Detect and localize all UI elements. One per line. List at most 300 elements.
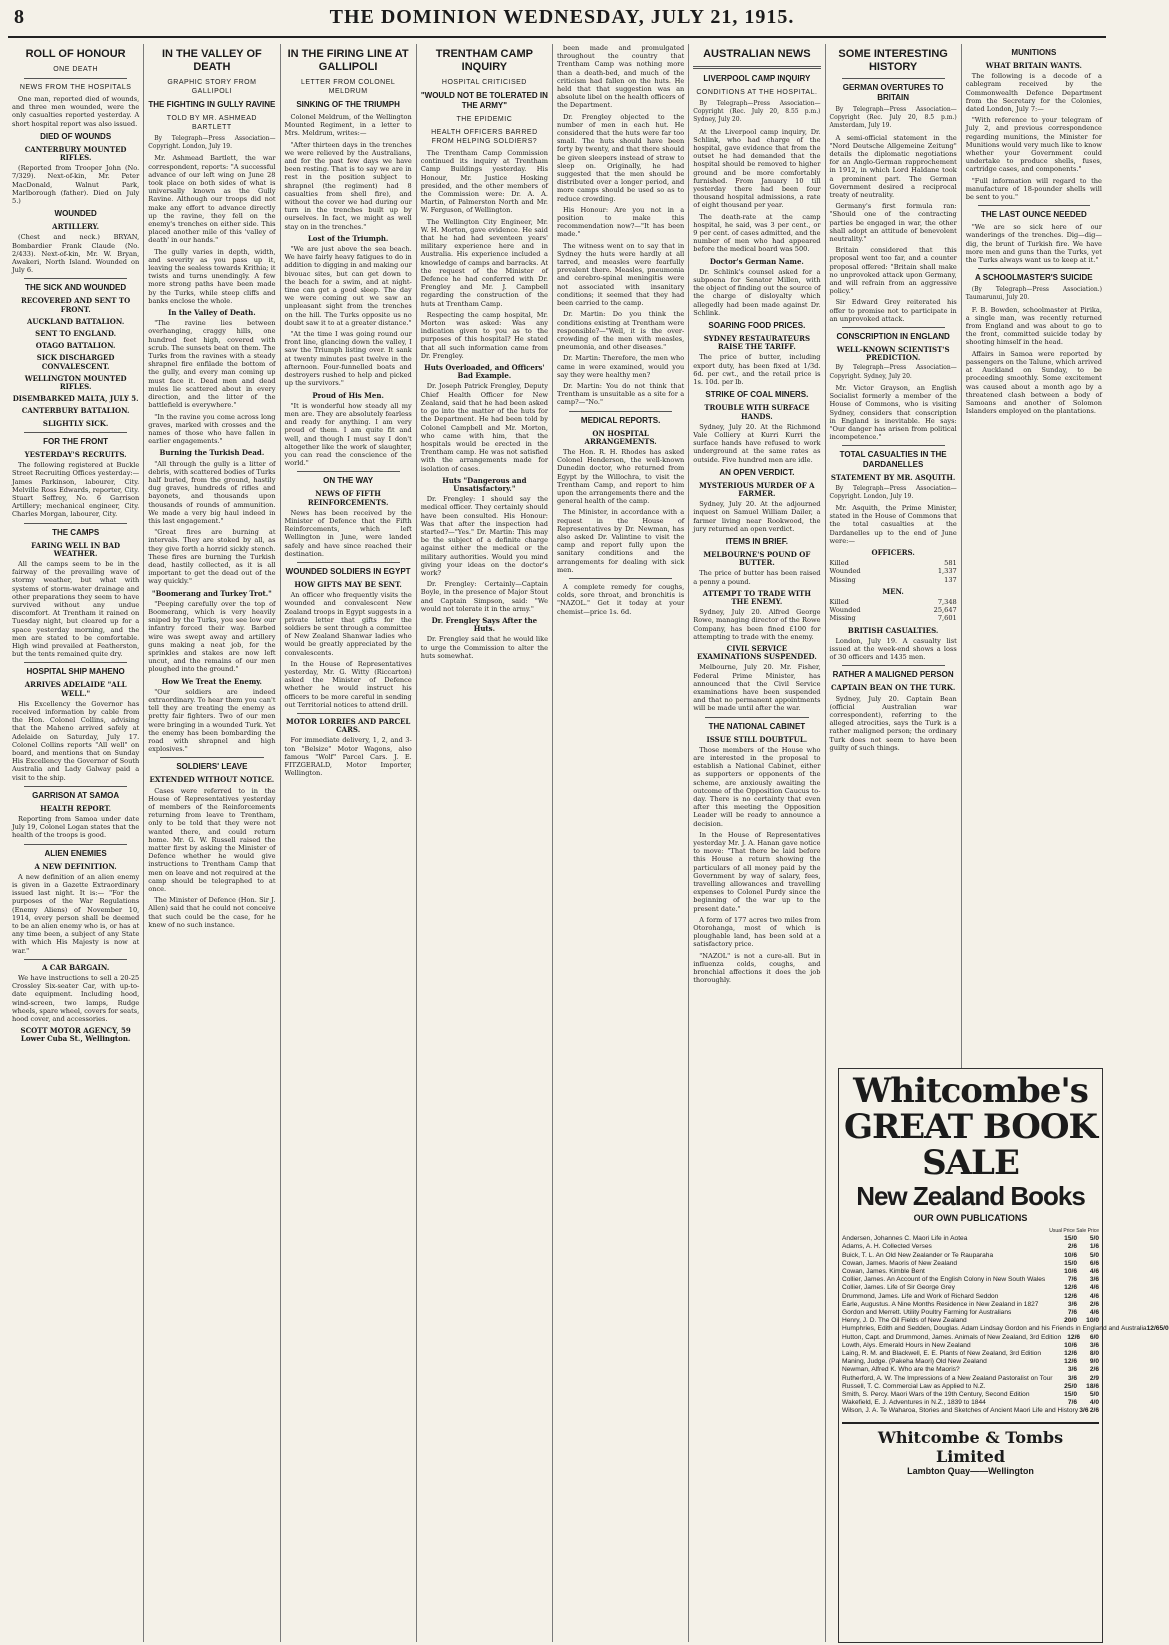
book-usual-price: 15/0 bbox=[1064, 1391, 1077, 1399]
paragraph: The following is a decode of a cablegram received by the Commonwealth Defence Department from the Secretary for the Colonies, dated London, July 7:— bbox=[965, 72, 1102, 114]
divider bbox=[24, 662, 127, 663]
book-row bbox=[842, 1366, 1099, 1374]
paragraph: Dr. Frengley objected to the number of men in each hut. He considered that the huts were far too small. The huts should have been forty by twenty, and that there should be given sleepers instead of straw to sleep on. Originally, he had suggested that the men should be distributed over a longer period, and more camps should be used so as to reduce crowding. bbox=[557, 112, 685, 203]
subhead-recruits: YESTERDAY'S RECRUITS. bbox=[24, 449, 127, 459]
paragraph: Dr. Martin: Do you think the conditions existing at Trentham were responsible?—"Well, it is the over-crowding of the men with measles, pneumonia, and other diseases." bbox=[557, 310, 685, 352]
subhead-medical: MEDICAL REPORTS. bbox=[580, 415, 661, 425]
paragraph: For immediate delivery, 1, 2, and 3-ton "Belsize" Motor Wagons, also famous "Wolf" Parcel Cars. J. E. FITZGERALD, Motor Importer, Wellington. bbox=[284, 736, 412, 778]
subhead-samoa-sub: HEALTH REPORT. bbox=[40, 803, 112, 813]
subhead: AN OPEN VERDICT. bbox=[719, 467, 795, 477]
book-usual-price: 12/6 bbox=[1064, 1350, 1077, 1358]
book-title: Smith, S. Percy. Maori Wars of the 19th Century, Second Edition bbox=[842, 1391, 1030, 1399]
book-title: Humphries, Edith and Sedden, Douglas. Adam Lindsay Gordon and his Friends in England and Australia bbox=[842, 1325, 1147, 1333]
paragraph: "In the ravine you come across long graves, marked with crosses and the names of those who have fallen in earlier engagements." bbox=[148, 412, 276, 446]
headline-firing-line: IN THE FIRING LINE AT GALLIPOLI bbox=[287, 48, 409, 73]
headline-roll: ROLL OF HONOUR bbox=[25, 48, 126, 60]
paragraph: His Honour: Are you not in a position to make this recommendation now?—"It has been made." bbox=[557, 205, 685, 239]
subhead: ITEMS IN BRIEF. bbox=[725, 536, 788, 546]
book-usual-price: 15/0 bbox=[1064, 1259, 1077, 1267]
paragraph: Sir Edward Grey reiterated his offer to promise not to participate in an unprovoked attack. bbox=[829, 298, 957, 323]
book-sale-price: 5/0 bbox=[1089, 1251, 1099, 1259]
paragraph: An officer who frequently visits the wounded and convalescent New Zealand troops in Egypt suggests in a private letter that gifts for the soldiers be sent through a committee of New Zealand Shanwar ladies who would be greatly appreciated by the convalescents. bbox=[284, 591, 412, 657]
book-row bbox=[842, 1243, 1099, 1251]
book-title: Buick, T. L. An Old New Zealander or Te Rauparaha bbox=[842, 1251, 994, 1259]
subhead: HOSPITAL CRITICISED bbox=[441, 79, 527, 86]
paragraph: The Wellington City Engineer, Mr. W. H. Morton, gave evidence. He said that he had had seventeen years' military experience here and in Australia. His experience included a knowledge of camps and barracks. At the request of the Minister of Defence he had conferred with Dr. Frengley and Mr. J. Campbell regarding the construction of the huts at Trentham Camp. bbox=[420, 217, 548, 308]
stat-label: Missing bbox=[829, 575, 856, 584]
paragraph: The price of butter has been raised a penny a pound. bbox=[693, 569, 821, 586]
divider bbox=[569, 578, 672, 579]
unit-otago: OTAGO BATTALION. bbox=[35, 341, 116, 351]
unit-wmr: WELLINGTON MOUNTED RIFLES. bbox=[24, 373, 127, 392]
book-usual-price: 3/6 bbox=[1067, 1366, 1077, 1374]
paragraph: (Chest and neck.) BRYAN, Bombardier Frank Claude (No. 2/433). Next-of-kin, Mr. W. Bryan, Awakeri, North Island. Wounded on July 6. bbox=[12, 233, 140, 275]
column-5 bbox=[553, 44, 689, 1642]
book-title: Wilson, J. A. Te Waharoa, Stories and Sketches of Ancient Maori Life and History bbox=[842, 1407, 1079, 1415]
book-usual-price: 7/6 bbox=[1067, 1309, 1077, 1317]
subhead-hospital: ON HOSPITAL ARRANGEMENTS. bbox=[584, 428, 657, 446]
subhead: WELL-KNOWN SCIENTIST'S PREDICTION. bbox=[836, 345, 950, 363]
paragraph: Mr. Victor Grayson, an English Socialist formerly a member of the House of Commons, who is visiting Sydney, considers that conscription in England is inevitable. He says: "Our danger has arisen from political incompetence." bbox=[829, 383, 957, 442]
column-4 bbox=[417, 44, 553, 1642]
book-title: Newman, Alfred K. Who are the Maoris? bbox=[842, 1366, 960, 1374]
book-usual-price: 2/6 bbox=[1067, 1243, 1077, 1251]
divider bbox=[978, 205, 1090, 206]
divider bbox=[24, 786, 127, 787]
book-row bbox=[842, 1383, 1099, 1391]
book-sale-price: 5/0 bbox=[1159, 1325, 1169, 1333]
book-title: Wakefield, E. J. Adventures in N.Z., 1839 to 1844 bbox=[842, 1399, 986, 1407]
subhead-samoa: GARRISON AT SAMOA bbox=[32, 790, 120, 800]
stat-label: Wounded bbox=[829, 606, 861, 615]
paragraph: At the Liverpool camp inquiry, Dr. Schlink, who had charge of the hospital, gave evidence that from the outset he had demanded that the hospital should be removed to higher ground and be more comfortably furnished. From January 10 till yesterday there had been four thousand hospital admissions, a rate of eight thousand per year. bbox=[693, 127, 821, 210]
crosshead: In the Valley of Death. bbox=[168, 308, 256, 318]
dateline: By Telegraph—Press Association—Copyright (Rec. July 20, 8.5 p.m.) Amsterdam, July 19. bbox=[829, 106, 957, 130]
crosshead: Huts "Dangerous and Unsatisfactory." bbox=[442, 475, 527, 493]
book-title: Gordon and Merrett. Utility Poultry Farming for Australians bbox=[842, 1309, 1012, 1317]
stat-value: 25,647 bbox=[933, 606, 957, 615]
stat-value: 1,337 bbox=[937, 567, 957, 576]
stat-row bbox=[830, 606, 957, 614]
subhead-front: FOR THE FRONT bbox=[43, 436, 109, 446]
advert-title: Whitcombe's bbox=[853, 1071, 1088, 1111]
subhead: STATEMENT BY MR. ASQUITH. bbox=[830, 473, 956, 483]
subhead: TROUBLE WITH SURFACE HANDS. bbox=[704, 403, 810, 421]
paragraph: Those members of the House who are interested in the proposal to establish a National Cabinet, either as supporters or opponents of the scheme, are anxiously awaiting the outcome of the Opposition Caucus to-day. There is no certainty that even after this meeting the Opposition Leader will be ready to announce a decision. bbox=[693, 745, 821, 828]
subhead: MELBOURNE'S POUND OF BUTTER. bbox=[703, 549, 811, 568]
unit-artillery: ARTILLERY. bbox=[52, 222, 100, 232]
crosshead: Burning the Turkish Dead. bbox=[159, 448, 265, 458]
page-number: 8 bbox=[14, 6, 24, 28]
paragraph: "At the time I was going round our front line, glancing down the valley, I saw the Triumph listing over. It sank at twenty minutes past twelve in the afternoon. Four-funnelled boats and destroyers rushed to help and picked up the survivors." bbox=[284, 330, 412, 388]
subhead: GERMAN OVERTURES TO BRITAIN bbox=[842, 83, 944, 102]
book-sale-price: 4/6 bbox=[1089, 1309, 1099, 1317]
book-usual-price: 15/0 bbox=[1064, 1235, 1077, 1243]
book-sale-price: 3/6 bbox=[1089, 1341, 1099, 1349]
paragraph: Dr. Martin: Therefore, the men who came in were examined, would you say they were healthy men? bbox=[557, 354, 685, 379]
subhead: ATTEMPT TO TRADE WITH THE ENEMY. bbox=[702, 588, 811, 606]
book-sale-price: 1/6 bbox=[1089, 1243, 1099, 1251]
paragraph: We have instructions to sell a 20-25 Crossley Six-seater Car, with up-to-date equipment. Including hood, wind-screen, two lamps, Rudge wheels, spare wheel, covers for seats, hood cover, and accessories. bbox=[12, 974, 140, 1024]
book-row bbox=[842, 1301, 1099, 1309]
divider bbox=[842, 78, 945, 79]
advert-address: Lambton Quay——Wellington bbox=[907, 1465, 1034, 1476]
subhead: LIVERPOOL CAMP INQUIRY bbox=[703, 74, 811, 83]
book-sale-price: 3/6 bbox=[1089, 1276, 1099, 1284]
paragraph: Colonel Meldrum, of the Wellington Mounted Regiment, in a letter to Mrs. Meldrum, writes:— bbox=[284, 113, 412, 138]
dateline: By Telegraph—Press Association—Copyright (Rec. July 20, 8.55 p.m.) Sydney, July 20. bbox=[693, 100, 821, 124]
book-title: Andersen, Johannes C. Maori Life in Aotea bbox=[842, 1235, 968, 1243]
subhead-camps: THE CAMPS bbox=[52, 527, 100, 537]
whitcombe-advert bbox=[838, 1068, 1169, 1643]
book-row bbox=[842, 1317, 1099, 1325]
price-header-label: Usual Price Sale Price bbox=[1049, 1228, 1099, 1234]
book-sale-price: 4/6 bbox=[1089, 1268, 1099, 1276]
book-sale-price: 6/6 bbox=[1089, 1259, 1099, 1267]
subhead-on-the-way: ON THE WAY bbox=[323, 476, 374, 486]
book-sale-price: 10/0 bbox=[1086, 1317, 1099, 1325]
unit-cmr: CANTERBURY MOUNTED RIFLES. bbox=[24, 144, 127, 163]
subhead: LETTER FROM COLONEL MELDRUM bbox=[300, 79, 396, 95]
ad-motor-title: MOTOR LORRIES AND PARCEL CARS. bbox=[285, 717, 411, 735]
book-sale-price: 2/6 bbox=[1089, 1300, 1099, 1308]
paragraph: London, July 19. A casualty list issued at the week-end shows a loss of 30 officers and 1435 men. bbox=[829, 636, 957, 662]
subhead-last-ounce: THE LAST OUNCE NEEDED bbox=[980, 210, 1087, 220]
paragraph: The gully varies in depth, width, and severity as you pass up it, leaving the sealess towards Krithia; it twists and turns unendingly. A few more strong paths have been made by the Turks, while steep cliffs and banks enclose the whole. bbox=[148, 247, 276, 305]
book-title: Collier, James. An Account of the English Colony in New South Wales bbox=[842, 1276, 1046, 1284]
stat-label: Killed bbox=[829, 597, 849, 606]
unit-canterbury: CANTERBURY BATTALION. bbox=[21, 406, 130, 416]
subhead-ship-sub: ARRIVES ADELAIDE "ALL WELL." bbox=[24, 680, 127, 698]
paragraph: One man, reported died of wounds, and three men wounded, were the only casualties reported yesterday. A short hospital report was also issued. bbox=[12, 95, 140, 128]
book-title: Lowth, Alys. Emerald Hours in New Zealand bbox=[842, 1341, 971, 1349]
ad-car-title: A CAR BARGAIN. bbox=[41, 962, 110, 972]
paragraph: Sydney, July 20. At the adjourned inquest on Samuel William Dailer, a farmer living near Rookwood, the jury returned an open verdict. bbox=[693, 500, 821, 533]
book-row bbox=[842, 1260, 1099, 1268]
paragraph: All the camps seem to be in the fairway of the prevailing wave of stormy weather, but what with systems of storm-water drainage and other preparations they seem to have survived without any undue discomfort. At Trentham it rained on Tuesday night, but cleared up for a space yesterday morning, and the men are stated to be comfortable. High wind prevailed at Featherston, but the tents remained quite dry. bbox=[12, 559, 140, 659]
book-title: Collier, James. Life of Sir George Grey bbox=[842, 1284, 955, 1292]
subhead: THE EPIDEMIC bbox=[456, 116, 513, 123]
column-2 bbox=[144, 44, 280, 1642]
book-sale-price: 9/0 bbox=[1089, 1358, 1099, 1366]
column-3 bbox=[281, 44, 417, 1642]
book-usual-price: 3/6 bbox=[1067, 1300, 1077, 1308]
book-row bbox=[842, 1293, 1099, 1301]
stat-label: Missing bbox=[829, 614, 856, 623]
crosshead: Dr. Frengley Says After the Huts. bbox=[431, 615, 538, 634]
book-usual-price: 12/6 bbox=[1064, 1358, 1077, 1366]
crosshead: Doctor's German Name. bbox=[709, 256, 804, 266]
divider bbox=[842, 665, 945, 666]
book-sale-price: 2/6 bbox=[1089, 1407, 1099, 1415]
headline-munitions: MUNITIONS bbox=[1011, 48, 1057, 57]
subhead-news: NEWS FROM THE HOSPITALS bbox=[19, 84, 132, 91]
book-sale-price: 2/9 bbox=[1089, 1374, 1099, 1382]
divider bbox=[569, 411, 672, 412]
divider bbox=[842, 327, 945, 328]
stat-value: 7,348 bbox=[937, 597, 957, 606]
paragraph: F. B. Bowden, schoolmaster at Pirika, a single man, was recently returned from England and was about to go to the front, committed suicide today by shooting himself in the head. bbox=[965, 305, 1102, 347]
book-sale-price: 6/0 bbox=[1089, 1333, 1099, 1341]
paragraph: A semi-official statement in the "Nord Deutsche Allgemeine Zeitung" details the diplomatic negotiations for an Anglo-German rapprochement in 1912, in which Lord Haldane took a prominent part. The German Government desired a reciprocal treaty of neutrality. bbox=[829, 133, 957, 200]
book-usual-price: 10/6 bbox=[1064, 1268, 1077, 1276]
book-title: Russell, T. C. Commercial Law as Applied to N.Z. bbox=[842, 1382, 986, 1390]
subhead: SYDNEY RESTAURATEURS RAISE THE TARIFF. bbox=[703, 334, 810, 352]
book-sale-price: 4/0 bbox=[1089, 1399, 1099, 1407]
stat-row bbox=[830, 567, 957, 575]
book-row bbox=[842, 1309, 1099, 1317]
headline-trentham: TRENTHAM CAMP INQUIRY bbox=[435, 48, 533, 73]
paragraph: Dr. Schlink's counsel asked for a subpoena for Senator Millen, with the object of finding out the source of the charge of disloyalty which allegedly had been made against Dr. Schlink. bbox=[693, 267, 821, 317]
paragraph: Dr. Martin: You do not think that Trentham is unsuitable as a site for a camp?—"No." bbox=[557, 381, 685, 407]
subhead-suicide: A SCHOOLMASTER'S SUICIDE bbox=[975, 273, 1093, 283]
subhead: SOARING FOOD PRICES. bbox=[708, 321, 806, 331]
paragraph: "Full information will regard to the manufacture of 18-pounder shells will be sent to you." bbox=[965, 176, 1102, 202]
advert-title2: GREAT BOOK SALE bbox=[843, 1107, 1098, 1183]
stat-row bbox=[830, 598, 957, 606]
subhead-one-death: ONE DEATH bbox=[53, 66, 99, 73]
divider bbox=[160, 757, 263, 758]
crosshead: "Boomerang and Turkey Trot." bbox=[151, 588, 272, 598]
subhead-faring: FARING WELL IN BAD WEATHER. bbox=[31, 540, 121, 558]
book-row bbox=[842, 1268, 1099, 1276]
advert-nazol: "NAZOL" is not a cure-all. But in influenza colds, coughs, and bronchial affections it does the job thoroughly. bbox=[693, 951, 821, 985]
officers-heading: OFFICERS. bbox=[871, 547, 915, 557]
stat-label: Killed bbox=[829, 559, 849, 568]
paragraph: "With reference to your telegram of July 2, and previous correspondence regarding munitions, the Minister for Munitions would very much like to know whether your Government could undertake to produce shells, fuses, cartridge cases, and components." bbox=[965, 116, 1102, 174]
book-list bbox=[842, 1235, 1169, 1415]
subhead: MYSTERIOUS MURDER OF A FARMER. bbox=[699, 480, 815, 498]
book-row bbox=[842, 1252, 1099, 1260]
masthead bbox=[8, 6, 1106, 38]
subhead-egypt-sub: HOW GIFTS MAY BE SENT. bbox=[294, 579, 402, 589]
book-title: Laing, R. M. and Blackwell, E. E. Plants of New Zealand, 3rd Edition bbox=[842, 1350, 1042, 1358]
subhead-leave-sub: EXTENDED WITHOUT NOTICE. bbox=[149, 775, 275, 785]
men-heading: MEN. bbox=[882, 586, 904, 596]
paragraph: Sydney, July 20. Alfred George Rowe, managing director of the Rowe Company, has been fined £100 for attempting to trade with the enemy. bbox=[693, 608, 821, 641]
unit-auckland: AUCKLAND BATTALION. bbox=[26, 316, 125, 326]
byline: TOLD BY MR. ASHMEAD BARTLETT bbox=[166, 115, 257, 131]
advert-footer: Whitcombe & Tombs Limited bbox=[842, 1422, 1099, 1466]
paragraph: "It is wonderful how steady all my men are. They are absolutely fearless and ready for anything. I am very proud of them. I am quite fit and well, and though I must say I don't altogether like the work of slaughter, you can read the conscience of the world." bbox=[284, 401, 412, 468]
book-sale-price: 5/0 bbox=[1089, 1235, 1099, 1243]
dateline: By Telegraph—Press Association—Copyright. London, July 19. bbox=[829, 484, 957, 500]
paragraph: A form of 177 acres two miles from Otorohanga, most of which is ploughable land, has been sold at a satisfactory price. bbox=[693, 915, 821, 949]
divider bbox=[978, 268, 1090, 269]
book-usual-price: 12/6 bbox=[1067, 1333, 1081, 1341]
paragraph: "We are so sick here of our wanderings of the trenches. Dig—dig—dig, the brunt of Turkish fire. We have more men and guns than the Turks, yet the Turks always want us to keep at it." bbox=[965, 223, 1102, 265]
book-usual-price: 25/0 bbox=[1064, 1382, 1077, 1390]
divider bbox=[693, 66, 820, 69]
paragraph: The Hon. R. H. Rhodes has asked Colonel Henderson, the well-known Dunedin doctor, who returned from Egypt by the Willochra, to visit the Trentham Camp, and report to him upon the arrangements there and the general health of the camp. bbox=[557, 447, 685, 506]
book-row bbox=[842, 1284, 1099, 1292]
book-title: Hutton, Capt. and Drummond, James. Animals of New Zealand, 3rd Edition bbox=[842, 1333, 1062, 1341]
stat-label: Wounded bbox=[829, 567, 861, 576]
subhead-died: DIED OF WOUNDS bbox=[40, 131, 112, 141]
paragraph: The witness went on to say that in Sydney the huts were hardly at all tarred, and measles were fearfully prevalent there. Measles, pneumonia and cerebro-spinal meningitis were not associated with insanitary conditions; it seemed that they had been carried to the camp. bbox=[557, 241, 685, 308]
subhead: BRITISH CASUALTIES. bbox=[847, 625, 939, 635]
subhead-cabinet: THE NATIONAL CABINET bbox=[708, 721, 806, 731]
paragraph: News has been received by the Minister of Defence that the Fifth Reinforcements, which left Wellington in June, were landed safely and have since reached their destination. bbox=[284, 508, 412, 558]
dateline: By Telegraph—Press Association—Copyright. London, July 19. bbox=[148, 135, 276, 151]
stat-row bbox=[830, 614, 957, 622]
book-title: Adams, A. H. Collected Verses bbox=[842, 1243, 932, 1251]
paragraph: The Trentham Camp Commission continued its inquiry at Trentham Camp Buildings yesterday. His Honour, Mr. Justice Hosking presided, and the other members of the Commission were: Dr. A. A. Martin, of Palmerston North and Mr. W. Ferguson, of Wellington. bbox=[420, 149, 548, 215]
book-row bbox=[842, 1350, 1099, 1358]
divider bbox=[24, 78, 127, 79]
stat-row bbox=[830, 576, 957, 584]
book-title: Cowan, James. Kimble Bent bbox=[842, 1268, 925, 1276]
paragraph: A new definition of an alien enemy is given in a Gazette Extraordinary issued last night. It is:— "For the purposes of the War Regulations (Enemy Aliens) of November 10, 1914, every person shall be deemed to be an alien enemy who is, or has at any time been, a subject of any State with which His Majesty is now at war." bbox=[12, 872, 140, 955]
book-usual-price: 10/6 bbox=[1064, 1251, 1077, 1259]
crosshead: Lost of the Triumph. bbox=[307, 233, 389, 243]
book-row bbox=[842, 1342, 1099, 1350]
paragraph: Melbourne, July 20. Mr. Fisher, Federal Prime Minister, has announced that the Civil Service examinations have been suspended and that no permanent appointments will be made until after the war. bbox=[693, 663, 821, 713]
paragraph: Dr. Frengley: Certainly—Captain Boyle, in the presence of Major Stout and Captain Simpson, said: "We would not tolerate it in the army." bbox=[420, 580, 548, 613]
divider bbox=[297, 562, 400, 563]
advert-nazol: A complete remedy for coughs, colds, sore throat, and bronchitis is "NAZOL." Get it today at your chemist—price 1s. 6d. bbox=[557, 582, 685, 616]
paragraph: In the House of Representatives yesterday, Mr. G. Witty (Riccarton) asked the Minister of Defence whether he would instruct his officers to be more careful in sending out Territorial notices to attend drill. bbox=[284, 659, 412, 709]
advert-ours: OUR OWN PUBLICATIONS bbox=[913, 1213, 1028, 1223]
subhead-alien: ALIEN ENEMIES bbox=[44, 848, 107, 858]
advert-sub: New Zealand Books bbox=[856, 1181, 1085, 1211]
divider bbox=[297, 713, 400, 714]
crosshead: Huts Overloaded, and Officers' Bad Example. bbox=[424, 363, 545, 381]
stat-row bbox=[830, 559, 957, 567]
book-title: Drummond, James. Life and Work of Richard Seddon bbox=[842, 1292, 999, 1300]
subhead: ISSUE STILL DOUBTFUL. bbox=[706, 734, 808, 744]
unit-slightly: SLIGHTLY SICK. bbox=[42, 418, 109, 428]
subhead: CONDITIONS AT THE HOSPITAL. bbox=[696, 89, 818, 96]
unit-malta: DISEMBARKED MALTA, JULY 5. bbox=[12, 394, 139, 404]
unit-discharged: SICK DISCHARGED CONVALESCENT. bbox=[36, 353, 115, 371]
book-row bbox=[842, 1391, 1099, 1399]
subhead: WHAT BRITAIN WANTS. bbox=[985, 61, 1082, 70]
paragraph: Respecting the camp hospital, Mr. Morton was asked: Was any indication given to you as to the purposes of this hospital? He stated that all such information came from Dr. Frengley. bbox=[420, 310, 548, 360]
paragraph: been made and promulgated throughout the country that Trentham Camp was nothing more than a death-bed, and much of the criticism had fallen on the huts. He held that that suggestion was an absolute libel on the health officers of the Department. bbox=[557, 44, 685, 110]
subhead-conscription: CONSCRIPTION IN ENGLAND bbox=[836, 332, 950, 342]
dateline: (By Telegraph—Press Association.) Taumarunui, July 20. bbox=[965, 286, 1102, 302]
divider bbox=[842, 445, 945, 446]
subhead-otw-sub: NEWS OF FIFTH REINFORCEMENTS. bbox=[307, 489, 389, 507]
subhead-recovered: RECOVERED AND SENT TO FRONT. bbox=[21, 296, 131, 314]
headline-history: SOME INTERESTING HISTORY bbox=[838, 48, 948, 73]
paragraph: Sydney, July 20. Captain Bean (official Australian war correspondent), referring to the alleged atrocities, says the Turk is a rather maligned person; the ordinary Turk does not seem to have been guilty of such things. bbox=[829, 694, 957, 752]
book-sale-price: 8/0 bbox=[1089, 1350, 1099, 1358]
subhead: CIVIL SERVICE EXAMINATIONS SUSPENDED. bbox=[696, 643, 817, 662]
subhead-egypt: WOUNDED SOLDIERS IN EGYPT bbox=[285, 566, 411, 576]
book-usual-price: 12/6 bbox=[1064, 1292, 1077, 1300]
stat-value: 7,601 bbox=[937, 614, 957, 623]
subhead-casualties: TOTAL CASUALTIES IN THE DARDANELLES bbox=[839, 450, 947, 470]
paragraph: (Reported from Trooper John (No. 7/329). Next-of-kin, Mr. Peter MacDonald, Walnut Park, Marlborough (father). Died on July 5.) bbox=[12, 164, 140, 206]
book-row bbox=[842, 1358, 1099, 1366]
price-header bbox=[842, 1227, 1099, 1235]
paragraph: "All through the gully is a litter of debris, with scattered bodies of Turks half buried, from the ground, hastily dug graves, hundreds of rifles and bayonets, and thousands upon thousands of rounds of ammunition. We made a very big haul indeed in this last engagement." bbox=[148, 459, 276, 525]
subhead: STRIKE OF COAL MINERS. bbox=[705, 390, 809, 400]
paragraph: The price of butter, including export duty, has been fixed at 1/3d. 6d. per cwt., and the retail price is 1s. 10d. per lb. bbox=[693, 353, 821, 387]
stat-value: 581 bbox=[944, 559, 957, 568]
paragraph: Dr. Frengley said that he would like to urge the Commission to alter the huts somewhat. bbox=[420, 635, 548, 660]
paragraph: "Peeping carefully over the top of Boomerang, which is very heavily sniped by the Turks, you see low our infantry forced their way. Barbed wire was swept away and artillery guns making a neat job, for the sprinkles and stakes are now left uncut, and the remains of our men ploughed into the ground." bbox=[148, 599, 276, 674]
book-sale-price: 18/6 bbox=[1086, 1382, 1099, 1390]
paragraph: Reporting from Samoa under date July 19, Colonel Logan states that the health of the troops is good. bbox=[12, 815, 140, 840]
paragraph: "After thirteen days in the trenches we were relieved by the Australians, and for the past few days we have been resting. That is to say we are in rest in the position subject to shrapnel (the regiment) had 8 casualties from shell fire), and without the cover we had during our turn in the trenches built up by ourselves. In fact, we might as well stay on in the trenches." bbox=[284, 140, 412, 231]
paragraph: In the House of Representatives yesterday Mr. J. A. Hanan gave notice to move: "That there be laid before this House a return showing the particulars of all money paid by the Government by way of salary, fees, travelling allowances and travelling expenses to Colonel Purdy since the beginning of the war up to the present date." bbox=[693, 830, 821, 913]
paragraph: Dr. Frengley: I should say the medical officer. They certainly should have been consulted. His Honour: Was that after the inspection had started?—"Yes." Dr. Martin: This may be the subject of a definite charge against either the medical or the military authorities. Would you mind giving your ideas on the doctor's work? bbox=[420, 495, 548, 577]
book-title: Cowan, James. Maoris of New Zealand bbox=[842, 1259, 958, 1267]
dateline: By Telegraph—Press Association—Copyright. Sydney, July 20. bbox=[829, 364, 957, 380]
column-1 bbox=[8, 44, 144, 1642]
subhead: CAPTAIN BEAN ON THE TURK. bbox=[830, 683, 956, 693]
subhead-ship: HOSPITAL SHIP MAHENO bbox=[26, 667, 125, 677]
crosshead: Proud of His Men. bbox=[312, 390, 384, 400]
newspaper-title: THE DOMINION WEDNESDAY, JULY 21, 1915. bbox=[329, 6, 795, 28]
book-usual-price: 3/6 bbox=[1079, 1407, 1089, 1415]
divider bbox=[705, 717, 808, 718]
headline-valley: IN THE VALLEY OF DEATH bbox=[161, 48, 262, 73]
paragraph: "Our soldiers are indeed extraordinary. To hear them you can't tell they are treating the enemy as pretty fair fighters. Two of our men were bringing in a wounded Turk. Yet the enemy has been bombarding the road with shrapnel and high explosives." bbox=[148, 687, 276, 754]
book-title: Henry, J. D. The Oil Fields of New Zealand bbox=[842, 1317, 967, 1325]
paragraph: Germany's first formula ran: "Should one of the contracting parties be engaged in war, the other shall adopt an attitude of benevolent neutrality." bbox=[829, 202, 957, 244]
paragraph: "We are just above the sea beach. We have fairly heavy fatigues to do in addition to digging in and making our bivouac sites, but can get down to the beach for a swim, and at night-time can get a good sleep. The day we were coming out we saw an unpleasant sight from the trenches on the hill. The Turks opposite us no doubt saw it to at a greater distance." bbox=[284, 245, 412, 327]
book-sale-price: 5/0 bbox=[1089, 1391, 1099, 1399]
subhead-alien-sub: A NEW DEFINITION. bbox=[34, 861, 117, 871]
paragraph: The Minister, in accordance with a request in the House of Representatives by Dr. Newman, has also asked Dr. Valintine to visit the camp and report fully upon the sanitary conditions and the arrangements for dealing with sick men. bbox=[557, 508, 685, 574]
paragraph: "Great fires are burning at intervals. They are stoked by all, as they give forth a horrid sickly stench. These fires are burning the Turkish dead, hastily collected, as it is all important to get the dead out of the way quickly." bbox=[148, 528, 276, 586]
crosshead: How We Treat the Enemy. bbox=[161, 676, 262, 686]
subhead: "WOULD NOT BE TOLERATED IN THE ARMY" bbox=[420, 91, 548, 110]
book-row bbox=[842, 1276, 1099, 1284]
book-usual-price: 7/6 bbox=[1067, 1399, 1077, 1407]
paragraph: The following registered at Buckle Street Recruiting Offices yesterday:— James Parkinson, labourer, City. Melville Ross Edwards, reporter, City. Stuart Seffrey, No. 6 Garrison Artillery; mechanical engineer, City. Charles Morgan, labourer, City. bbox=[12, 461, 140, 519]
paragraph: The Minister of Defence (Hon. Sir J. Allen) said that he could not conceive that such could be the case, for he knew of no such instance. bbox=[148, 896, 276, 929]
book-title: Earle, Augustus. A Nine Months Residence in New Zealand in 1827 bbox=[842, 1300, 1039, 1308]
book-title: Rutherford, A. W. The Impressions of a New Zealand Pastoralist on Tour bbox=[842, 1374, 1053, 1382]
book-usual-price: 20/0 bbox=[1064, 1317, 1077, 1325]
divider bbox=[24, 432, 127, 433]
book-row bbox=[842, 1334, 1099, 1342]
subhead: SINKING OF THE TRIUMPH bbox=[296, 100, 400, 109]
paragraph: Dr. Joseph Patrick Frengley, Deputy Chief Health Officer for New Zealand, said that he had been asked to go into the matter of the huts for the Department. He had been told by Colonel Campbell and Mr. Morton, who came with him, that the hospitals would be erected in the Trentham camp. He was not satisfied with the arrangements made for isolation of cases. bbox=[420, 382, 548, 473]
book-row bbox=[842, 1407, 1099, 1415]
book-usual-price: 7/6 bbox=[1067, 1276, 1077, 1284]
divider bbox=[24, 523, 127, 524]
subhead: THE FIGHTING IN GULLY RAVINE bbox=[148, 100, 276, 109]
paragraph: "The ravine lies between overhanging, craggy hills, one hundred feet high, covered with scrub. The sunsets beat on them. The Turks from the ravines with a steady shrapnel fire enfilade the bottom of the gully, and every man coming up must face it. Dead men and dead mules lie scattered about in every direction, and the litter of the battlefield is everywhere." bbox=[148, 319, 276, 410]
subhead-sick: THE SICK AND WOUNDED bbox=[25, 283, 127, 293]
book-row bbox=[842, 1399, 1099, 1407]
book-sale-price: 4/6 bbox=[1089, 1292, 1099, 1300]
subhead: HEALTH OFFICERS BARRED FROM HELPING SOLDIERS? bbox=[431, 129, 538, 145]
divider bbox=[24, 959, 127, 960]
column-6 bbox=[689, 44, 825, 1642]
divider bbox=[24, 278, 127, 279]
book-row bbox=[842, 1375, 1099, 1383]
divider bbox=[297, 471, 400, 472]
book-usual-price: 10/6 bbox=[1064, 1341, 1077, 1349]
paragraph: Mr. Asquith, the Prime Minister, stated in the House of Commons that the total casualties at the Dardanelles up to the end of June were:— bbox=[829, 503, 957, 545]
paragraph: Cases were referred to in the House of Representatives yesterday of members of the Reinforcements returning from leave to Trentham, only to be told that they were not wanted there, and could return home. Mr. G. W. Russell raised the matter first by asking the Minister of Defence whether he would give instructions to Trentham Camp that men on leave and not required at the camp should be telegraphed to at once. bbox=[148, 786, 276, 894]
stat-value: 137 bbox=[944, 575, 957, 584]
book-row bbox=[842, 1325, 1169, 1333]
unit-sent-england: SENT TO ENGLAND. bbox=[35, 329, 117, 339]
paragraph: Affairs in Samoa were reported by passengers on the Talune, which arrived at Auckland on Sunday, to be proceeding smoothly. Some excitement was caused about a month ago by a threatened clash between a body of Samoans and another of Solomon Islanders employed on the plantations. bbox=[965, 349, 1102, 416]
paragraph: Mr. Ashmead Bartlett, the war correspondent, reports: "A successful advance of our left wing on June 28 took place on both sides of what is universally known as the Gully Ravine. Although our troops did not make any effort to advance directly up the ravine, they fell on the enemy's trenches on either side. This placed another mile of this 'valley of death' in our hands." bbox=[148, 154, 276, 245]
paragraph: Britain considered that this proposal went too far, and a counter proposal offered: "Britain shall make no unprovoked attack upon Germany, and will refrain from an aggressive policy." bbox=[829, 246, 957, 296]
book-usual-price: 3/6 bbox=[1067, 1374, 1077, 1382]
book-sale-price: 2/6 bbox=[1089, 1366, 1099, 1374]
